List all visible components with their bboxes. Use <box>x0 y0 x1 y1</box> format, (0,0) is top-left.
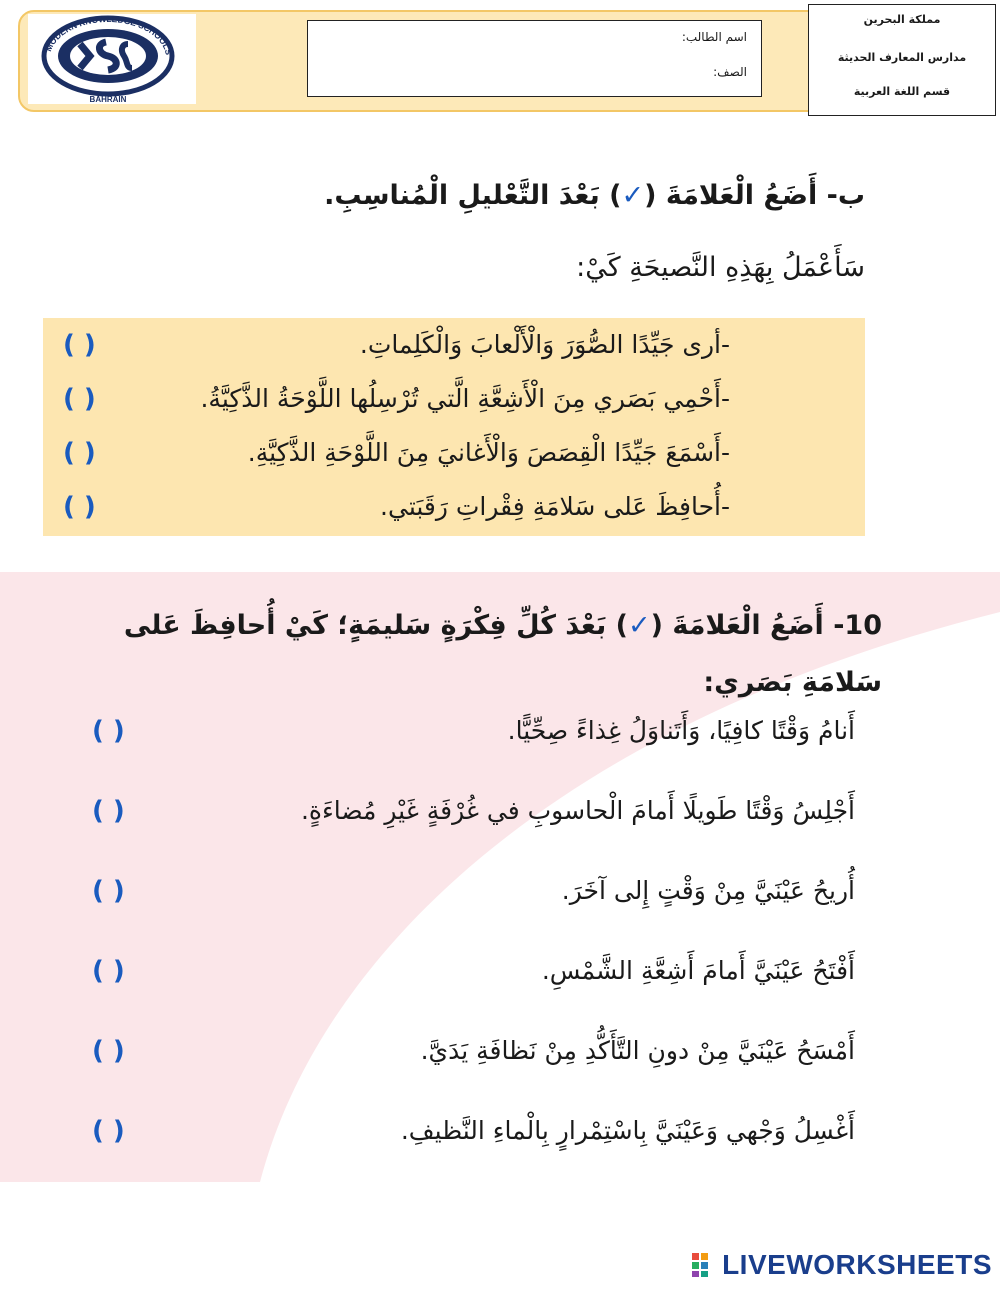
section-10-item: أَجْلِسُ وَقْتًا طَويلًا أَمامَ الْحاسوبِ في غُرْفَةٍ غَيْرِ مُضاءَةٍ. <box>300 796 855 825</box>
section-10-item: أَمْسَحُ عَيْنَيَّ مِنْ دونِ التَّأَكُّدِ مِنْ نَظافَةِ يَدَيَّ. <box>420 1036 855 1065</box>
section-10-title-part1: أَضَعُ الْعَلامَةَ ( <box>650 610 824 641</box>
section-b-item: -أَحْمِي بَصَري مِنَ الْأَشِعَّةِ الَّتي تُرْسِلُها اللَّوْحَةُ الذَّكِيَّةُ. <box>200 384 730 413</box>
logo-name-text: MODERN KNOWLEDGE SCHOOLS <box>43 14 174 56</box>
school-country: مملكة البحرين <box>863 13 941 26</box>
school-department: قسم اللغة العربية <box>853 85 951 98</box>
student-info-box <box>307 20 762 97</box>
section-b-item: -أُحافِظَ عَلى سَلامَةِ فِقْراتِ رَقَبَتي. <box>380 492 730 521</box>
section-10-number: 10- <box>833 610 882 641</box>
section-b-title-part2: ) بَعْدَ التَّعْليلِ الْمُناسِبِ. <box>324 180 622 211</box>
answer-box[interactable]: ( ) <box>63 492 96 522</box>
logo-location-text: BAHRAIN <box>89 95 127 104</box>
section-10-title-line2: سَلامَةِ بَصَري: <box>703 667 882 698</box>
section-b-subtitle: سَأَعْمَلُ بِهَذِهِ النَّصيحَةِ كَيْ: <box>576 252 865 283</box>
section-b-title <box>324 180 865 211</box>
answer-box[interactable]: ( ) <box>92 1116 125 1146</box>
school-name: مدارس المعارف الحديثة <box>837 51 967 64</box>
answer-box[interactable]: ( ) <box>92 716 125 746</box>
section-b-item: -أرى جَيِّدًا الصُّوَرَ وَالْأَلْعابَ وَالْكَلِماتِ. <box>359 330 730 359</box>
answer-box[interactable]: ( ) <box>63 330 96 360</box>
check-mark-icon: ✓ <box>621 180 645 211</box>
section-b-panel <box>43 318 865 536</box>
answer-box[interactable]: ( ) <box>92 876 125 906</box>
section-b-item: -أَسْمَعَ جَيِّدًا الْقِصَصَ وَالْأَغانيَ مِنَ اللَّوْحَةِ الذَّكِيَّةِ. <box>247 438 730 467</box>
section-10-item: أَفْتَحُ عَيْنَيَّ أَمامَ أَشِعَّةِ الشَّمْسِ. <box>541 956 855 985</box>
section-10-item: أَغْسِلُ وَجْهي وَعَيْنَيَّ بِاسْتِمْرارٍ بِالْماءِ النَّظيفِ. <box>400 1116 855 1145</box>
section-b-title-part1: ب- أَضَعُ الْعَلامَةَ ( <box>644 180 865 211</box>
student-name-label: اسم الطالب: <box>681 30 747 44</box>
section-10-title-part2: ) بَعْدَ كُلِّ فِكْرَةٍ سَليمَةٍ؛ كَيْ أُحافِظَ عَلى <box>123 610 629 641</box>
section-10-item: أُريحُ عَيْنَيَّ مِنْ وَقْتٍ إِلى آخَرَ. <box>561 876 855 905</box>
answer-box[interactable]: ( ) <box>63 438 96 468</box>
section-10-title <box>124 610 882 641</box>
class-label: الصف: <box>713 65 747 79</box>
school-logo <box>28 14 196 104</box>
liveworksheets-brand: LIVEWORKSHEETS <box>722 1249 992 1280</box>
school-info-box <box>808 4 996 116</box>
answer-box[interactable]: ( ) <box>92 1036 125 1066</box>
answer-box[interactable]: ( ) <box>63 384 96 414</box>
answer-box[interactable]: ( ) <box>92 796 125 826</box>
liveworksheets-icon <box>692 1253 718 1277</box>
section-10-item: أَنامُ وَقْتًا كافِيًا، وَأَتَناوَلُ غِذاءً صِحِّيًّا. <box>507 716 855 745</box>
check-mark-icon: ✓ <box>628 610 651 641</box>
liveworksheets-logo[interactable] <box>692 1249 992 1279</box>
answer-box[interactable]: ( ) <box>92 956 125 986</box>
